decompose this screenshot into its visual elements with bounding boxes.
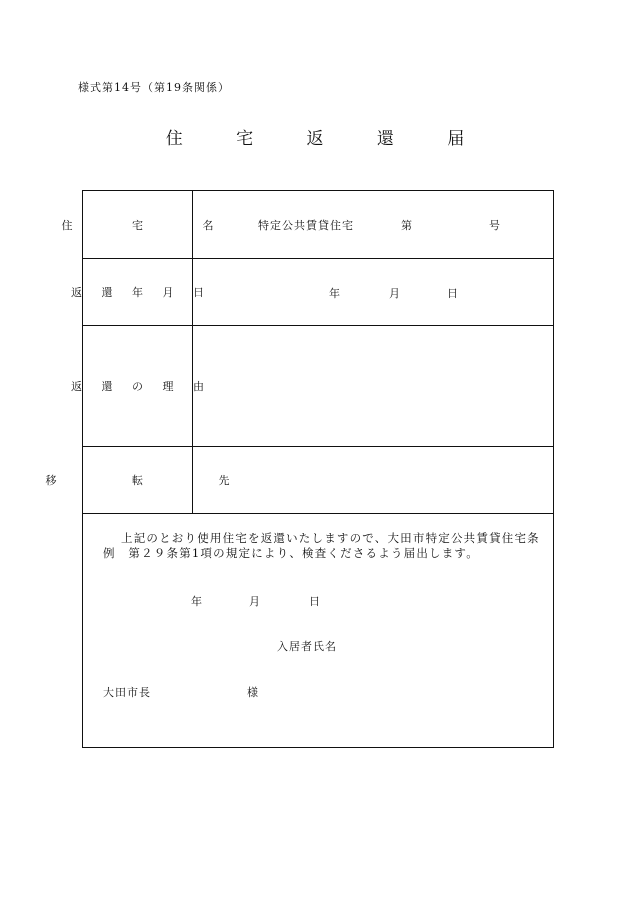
housing-number-suffix: 号 [489,219,500,232]
return-date-label: 返 還 年 月 日 [83,259,193,325]
housing-number-prefix: 第 [401,219,412,232]
declaration-text: 上記のとおり使用住宅を返還いたしますので、大田市特定公共賃貸住宅条例 第２９条第1項の規定により、検査くださるよう届出します。 [103,531,540,560]
housing-type-text: 特定公共賃貸住宅 [258,219,354,232]
housing-name-label: 住 宅 名 [83,191,193,258]
housing-name-field[interactable] [193,191,553,258]
new-address-label: 移 転 先 [83,447,193,513]
return-date-row [71,259,553,326]
document-title: 住 宅 返 還 届 [165,129,489,149]
form-table [45,190,554,748]
tenant-name-field[interactable] [345,631,535,655]
return-date-year: 年 [329,287,340,300]
return-reason-row [71,326,553,447]
return-date-month: 月 [389,287,400,300]
return-date-day: 日 [447,287,458,300]
return-reason-label: 返 還 の 理 由 [83,326,193,446]
declaration-date-year[interactable]: 年 [191,595,202,608]
tenant-name-label: 入居者氏名 [277,640,337,653]
new-address-row [45,447,553,514]
housing-name-row [61,191,553,259]
addressee-name: 大田市長 [103,686,151,699]
return-reason-field[interactable] [193,326,553,446]
declaration-date-day[interactable]: 日 [309,595,320,608]
addressee-honorific: 様 [247,686,258,699]
return-date-field[interactable] [193,259,553,325]
form-number: 様式第14号（第19条関係） [78,81,230,94]
new-address-field[interactable] [193,447,553,513]
declaration-date-month[interactable]: 月 [249,595,260,608]
